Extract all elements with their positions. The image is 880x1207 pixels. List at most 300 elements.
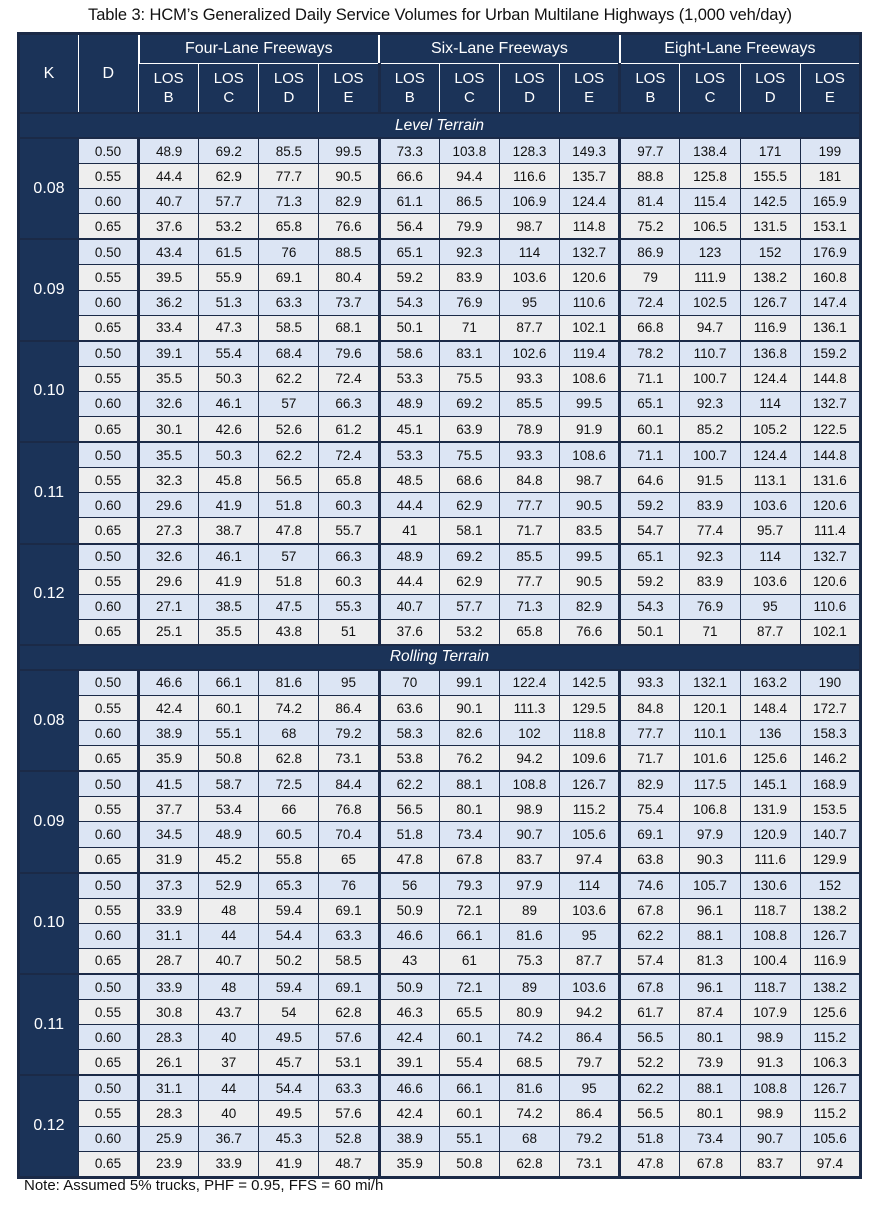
volume-cell: 48.9: [379, 544, 439, 570]
volume-cell: 147.4: [800, 290, 860, 315]
volume-cell: 45.8: [199, 468, 259, 493]
terrain-section-header: Rolling Terrain: [19, 645, 861, 670]
volume-cell: 95: [560, 923, 620, 948]
volume-cell: 27.3: [139, 518, 199, 544]
volume-cell: 46.1: [199, 391, 259, 416]
volume-cell: 55.1: [439, 1126, 499, 1151]
d-value-cell: 0.60: [79, 822, 139, 847]
volume-cell: 72.5: [259, 771, 319, 797]
volume-cell: 136.8: [740, 341, 800, 367]
los-column-header: [800, 64, 860, 114]
volume-cell: 107.9: [740, 1000, 800, 1025]
volume-cell: 115.2: [800, 1101, 860, 1126]
k-value-cell: 0.09: [19, 239, 79, 340]
volume-cell: 71: [439, 315, 499, 341]
volume-cell: 29.6: [139, 493, 199, 518]
volume-cell: 70.4: [319, 822, 379, 847]
volume-cell: 43.8: [259, 619, 319, 645]
table-row: [19, 923, 861, 948]
volume-cell: 71.1: [620, 442, 680, 468]
volume-cell: 52.6: [259, 417, 319, 443]
volume-cell: 86.4: [319, 695, 379, 720]
volume-cell: 36.7: [199, 1126, 259, 1151]
volume-cell: 55.3: [319, 594, 379, 619]
volume-cell: 48.9: [379, 391, 439, 416]
volume-cell: 59.4: [259, 974, 319, 1000]
table-row: [19, 239, 861, 265]
volume-cell: 99.5: [319, 138, 379, 164]
volume-cell: 108.6: [560, 366, 620, 391]
volume-cell: 103.6: [740, 493, 800, 518]
volume-cell: 160.8: [800, 265, 860, 290]
volume-cell: 99.5: [560, 391, 620, 416]
volume-cell: 110.6: [560, 290, 620, 315]
volume-cell: 65.8: [319, 468, 379, 493]
volume-cell: 126.7: [560, 771, 620, 797]
volume-cell: 66.3: [319, 544, 379, 570]
volume-cell: 61.7: [620, 1000, 680, 1025]
volume-cell: 57.7: [199, 189, 259, 214]
volume-cell: 83.9: [439, 265, 499, 290]
d-column-header: D: [79, 34, 139, 114]
d-value-cell: 0.50: [79, 974, 139, 1000]
volume-cell: 47.8: [620, 1151, 680, 1177]
volume-cell: 73.1: [319, 746, 379, 772]
volume-cell: 90.5: [560, 569, 620, 594]
los-letter: B: [404, 89, 415, 106]
table-row: [19, 746, 861, 772]
table-row: [19, 468, 861, 493]
volume-cell: 165.9: [800, 189, 860, 214]
volume-cell: 82.9: [620, 771, 680, 797]
d-value-cell: 0.60: [79, 1025, 139, 1050]
volume-cell: 44: [199, 1075, 259, 1101]
volume-cell: 66: [259, 797, 319, 822]
volume-cell: 33.4: [139, 315, 199, 341]
volume-cell: 51.8: [259, 569, 319, 594]
volume-cell: 66.1: [439, 1075, 499, 1101]
volume-cell: 72.4: [319, 442, 379, 468]
d-value-cell: 0.60: [79, 721, 139, 746]
volume-cell: 132.7: [560, 239, 620, 265]
volume-cell: 37.7: [139, 797, 199, 822]
volume-cell: 76: [319, 873, 379, 899]
volume-cell: 60.5: [259, 822, 319, 847]
volume-cell: 91.5: [680, 468, 740, 493]
volume-cell: 64.6: [620, 468, 680, 493]
volume-cell: 152: [740, 239, 800, 265]
table-row: [19, 822, 861, 847]
volume-cell: 51.8: [379, 822, 439, 847]
volume-cell: 40: [199, 1025, 259, 1050]
volume-cell: 62.9: [199, 164, 259, 189]
volume-cell: 93.3: [499, 366, 559, 391]
volume-cell: 74.2: [259, 695, 319, 720]
volume-cell: 47.8: [259, 518, 319, 544]
volume-cell: 43.7: [199, 1000, 259, 1025]
volume-cell: 62.9: [439, 569, 499, 594]
los-letter: B: [163, 89, 174, 106]
volume-cell: 88.1: [680, 1075, 740, 1101]
volume-cell: 102.1: [800, 619, 860, 645]
volume-cell: 31.1: [139, 1075, 199, 1101]
volume-cell: 52.2: [620, 1050, 680, 1076]
volume-cell: 80.1: [439, 797, 499, 822]
k-value-cell: 0.12: [19, 544, 79, 645]
volume-cell: 66.8: [620, 315, 680, 341]
volume-cell: 62.2: [259, 442, 319, 468]
d-value-cell: 0.50: [79, 670, 139, 696]
volume-cell: 26.1: [139, 1050, 199, 1076]
volume-cell: 138.4: [680, 138, 740, 164]
table-row: [19, 948, 861, 974]
volume-cell: 50.3: [199, 366, 259, 391]
table-row: [19, 569, 861, 594]
volume-cell: 37: [199, 1050, 259, 1076]
volume-cell: 62.2: [259, 366, 319, 391]
volume-cell: 119.4: [560, 341, 620, 367]
volume-cell: 90.5: [319, 164, 379, 189]
volume-cell: 71.7: [499, 518, 559, 544]
volume-cell: 69.2: [199, 138, 259, 164]
volume-cell: 54.7: [620, 518, 680, 544]
volume-cell: 68.1: [319, 315, 379, 341]
volume-cell: 168.9: [800, 771, 860, 797]
volume-cell: 53.2: [439, 619, 499, 645]
los-column-header: [499, 64, 559, 114]
table-row: [19, 797, 861, 822]
d-value-cell: 0.50: [79, 341, 139, 367]
los-letter: D: [764, 89, 776, 106]
los-column-header: [139, 64, 199, 114]
volume-cell: 110.1: [680, 721, 740, 746]
volume-cell: 65.5: [439, 1000, 499, 1025]
volume-cell: 81.6: [499, 923, 559, 948]
volume-cell: 105.7: [680, 873, 740, 899]
volume-cell: 68.4: [259, 341, 319, 367]
volume-cell: 50.8: [199, 746, 259, 772]
volume-cell: 54.3: [620, 594, 680, 619]
volume-cell: 71.7: [620, 746, 680, 772]
volume-cell: 37.6: [139, 214, 199, 240]
volume-cell: 69.2: [439, 391, 499, 416]
volume-cell: 33.9: [199, 1151, 259, 1177]
volume-cell: 75.4: [620, 797, 680, 822]
volume-cell: 57.7: [439, 594, 499, 619]
volume-cell: 74.2: [499, 1025, 559, 1050]
volume-cell: 73.7: [319, 290, 379, 315]
volume-cell: 59.2: [379, 265, 439, 290]
volume-cell: 31.1: [139, 923, 199, 948]
volume-cell: 95: [560, 1075, 620, 1101]
volume-cell: 80.1: [680, 1101, 740, 1126]
volume-cell: 42.4: [379, 1025, 439, 1050]
volume-cell: 72.4: [620, 290, 680, 315]
volume-cell: 49.5: [259, 1025, 319, 1050]
volume-cell: 172.7: [800, 695, 860, 720]
volume-cell: 65.1: [379, 239, 439, 265]
volume-cell: 80.1: [680, 1025, 740, 1050]
volume-cell: 57.6: [319, 1101, 379, 1126]
volume-cell: 114: [740, 544, 800, 570]
volume-cell: 38.7: [199, 518, 259, 544]
volume-cell: 94.4: [439, 164, 499, 189]
volume-cell: 75.5: [439, 442, 499, 468]
volume-cell: 72.1: [439, 974, 499, 1000]
volume-cell: 31.9: [139, 847, 199, 873]
volume-cell: 96.1: [680, 974, 740, 1000]
volume-cell: 106.9: [499, 189, 559, 214]
volume-cell: 55.4: [439, 1050, 499, 1076]
volume-cell: 103.6: [560, 898, 620, 923]
volume-cell: 83.1: [439, 341, 499, 367]
los-column-header: [740, 64, 800, 114]
volume-cell: 130.6: [740, 873, 800, 899]
volume-cell: 67.8: [680, 1151, 740, 1177]
los-label: LOS: [755, 70, 786, 87]
volume-cell: 80.9: [499, 1000, 559, 1025]
volume-cell: 88.8: [620, 164, 680, 189]
volume-cell: 94.2: [560, 1000, 620, 1025]
volume-cell: 142.5: [740, 189, 800, 214]
volume-cell: 108.8: [740, 1075, 800, 1101]
volume-cell: 48.9: [199, 822, 259, 847]
volume-cell: 69.1: [259, 265, 319, 290]
table-row: [19, 164, 861, 189]
volume-cell: 50.9: [379, 898, 439, 923]
volume-cell: 50.1: [620, 619, 680, 645]
d-value-cell: 0.55: [79, 366, 139, 391]
volume-cell: 120.6: [560, 265, 620, 290]
volume-cell: 106.3: [800, 1050, 860, 1076]
volume-cell: 40.7: [199, 948, 259, 974]
volume-cell: 28.3: [139, 1025, 199, 1050]
los-label: LOS: [454, 70, 485, 87]
volume-cell: 55.7: [319, 518, 379, 544]
volume-cell: 57.4: [620, 948, 680, 974]
volume-cell: 62.9: [439, 493, 499, 518]
los-column-header: [379, 64, 439, 114]
volume-cell: 138.2: [740, 265, 800, 290]
volume-cell: 65: [319, 847, 379, 873]
volume-cell: 43.4: [139, 239, 199, 265]
d-value-cell: 0.65: [79, 214, 139, 240]
volume-cell: 129.9: [800, 847, 860, 873]
table-row: [19, 1025, 861, 1050]
volume-cell: 53.2: [199, 214, 259, 240]
volume-cell: 66.1: [439, 923, 499, 948]
volume-cell: 48.7: [319, 1151, 379, 1177]
los-column-header: [319, 64, 379, 114]
los-label: LOS: [273, 70, 304, 87]
volume-cell: 51.3: [199, 290, 259, 315]
volume-cell: 113.1: [740, 468, 800, 493]
table-row: [19, 1151, 861, 1177]
volume-cell: 60.1: [439, 1025, 499, 1050]
volume-cell: 85.2: [680, 417, 740, 443]
table-row: [19, 341, 861, 367]
table-row: [19, 721, 861, 746]
los-label: LOS: [213, 70, 244, 87]
volume-cell: 87.7: [740, 619, 800, 645]
volume-cell: 62.8: [319, 1000, 379, 1025]
volume-cell: 50.8: [439, 1151, 499, 1177]
volume-cell: 95: [319, 670, 379, 696]
table-row: [19, 290, 861, 315]
volume-cell: 163.2: [740, 670, 800, 696]
volume-cell: 48: [199, 898, 259, 923]
volume-cell: 41.9: [199, 569, 259, 594]
volume-cell: 53.3: [379, 442, 439, 468]
volume-cell: 128.3: [499, 138, 559, 164]
volume-cell: 69.1: [319, 974, 379, 1000]
volume-cell: 131.9: [740, 797, 800, 822]
volume-cell: 122.4: [499, 670, 559, 696]
table-row: [19, 1075, 861, 1101]
los-label: LOS: [333, 70, 364, 87]
table-row: [19, 873, 861, 899]
d-value-cell: 0.65: [79, 518, 139, 544]
d-value-cell: 0.50: [79, 1075, 139, 1101]
volume-cell: 102.5: [680, 290, 740, 315]
volume-cell: 53.1: [319, 1050, 379, 1076]
los-letter: D: [524, 89, 535, 106]
volume-cell: 91.3: [740, 1050, 800, 1076]
volume-cell: 181: [800, 164, 860, 189]
volume-cell: 82.6: [439, 721, 499, 746]
volume-cell: 136.1: [800, 315, 860, 341]
k-value-cell: 0.10: [19, 873, 79, 974]
d-value-cell: 0.50: [79, 544, 139, 570]
volume-cell: 153.1: [800, 214, 860, 240]
volume-cell: 158.3: [800, 721, 860, 746]
volume-cell: 73.3: [379, 138, 439, 164]
d-value-cell: 0.55: [79, 695, 139, 720]
d-value-cell: 0.55: [79, 797, 139, 822]
d-value-cell: 0.65: [79, 948, 139, 974]
d-value-cell: 0.65: [79, 417, 139, 443]
volume-cell: 77.4: [680, 518, 740, 544]
volume-cell: 83.5: [560, 518, 620, 544]
volume-cell: 23.9: [139, 1151, 199, 1177]
volume-cell: 62.2: [620, 923, 680, 948]
volume-cell: 70: [379, 670, 439, 696]
volume-cell: 55.8: [259, 847, 319, 873]
table-row: [19, 366, 861, 391]
volume-cell: 131.6: [800, 468, 860, 493]
volume-cell: 77.7: [620, 721, 680, 746]
volume-cell: 63.3: [319, 1075, 379, 1101]
volume-cell: 95: [740, 594, 800, 619]
d-value-cell: 0.65: [79, 847, 139, 873]
d-value-cell: 0.65: [79, 315, 139, 341]
volume-cell: 73.9: [680, 1050, 740, 1076]
table-row: [19, 1126, 861, 1151]
d-value-cell: 0.60: [79, 290, 139, 315]
volume-cell: 98.9: [740, 1101, 800, 1126]
volume-cell: 39.1: [379, 1050, 439, 1076]
volume-cell: 90.1: [439, 695, 499, 720]
volume-cell: 37.3: [139, 873, 199, 899]
volume-cell: 92.3: [439, 239, 499, 265]
volume-cell: 46.6: [139, 670, 199, 696]
table-row: [19, 493, 861, 518]
table-row: [19, 544, 861, 570]
volume-cell: 55.1: [199, 721, 259, 746]
volume-cell: 60.3: [319, 493, 379, 518]
volume-cell: 77.7: [499, 493, 559, 518]
volume-cell: 40: [199, 1101, 259, 1126]
volume-cell: 65.1: [620, 391, 680, 416]
volume-cell: 37.6: [379, 619, 439, 645]
volume-cell: 90.3: [680, 847, 740, 873]
volume-cell: 36.2: [139, 290, 199, 315]
volume-cell: 67.8: [620, 898, 680, 923]
volume-cell: 110.7: [680, 341, 740, 367]
volume-cell: 69.1: [620, 822, 680, 847]
volume-cell: 116.9: [740, 315, 800, 341]
volume-cell: 71.1: [620, 366, 680, 391]
volume-cell: 90.7: [740, 1126, 800, 1151]
volume-cell: 74.6: [620, 873, 680, 899]
volume-cell: 62.2: [379, 771, 439, 797]
d-value-cell: 0.55: [79, 1000, 139, 1025]
d-value-cell: 0.60: [79, 493, 139, 518]
table-row: [19, 771, 861, 797]
table-row: [19, 594, 861, 619]
volume-cell: 56.5: [620, 1101, 680, 1126]
volume-cell: 87.7: [499, 315, 559, 341]
volume-cell: 145.1: [740, 771, 800, 797]
los-label: LOS: [694, 70, 725, 87]
volume-cell: 155.5: [740, 164, 800, 189]
volume-cell: 148.4: [740, 695, 800, 720]
volume-cell: 76.6: [319, 214, 379, 240]
volume-cell: 38.9: [379, 1126, 439, 1151]
volume-cell: 33.9: [139, 898, 199, 923]
volume-cell: 25.1: [139, 619, 199, 645]
volume-cell: 50.1: [379, 315, 439, 341]
volume-cell: 55.4: [199, 341, 259, 367]
volume-cell: 41: [379, 518, 439, 544]
volume-cell: 125.6: [740, 746, 800, 772]
volume-cell: 88.1: [680, 923, 740, 948]
volume-cell: 47.8: [379, 847, 439, 873]
volume-cell: 71.3: [499, 594, 559, 619]
volume-cell: 99.1: [439, 670, 499, 696]
volume-cell: 125.8: [680, 164, 740, 189]
volume-cell: 58.5: [319, 948, 379, 974]
volume-cell: 89: [499, 898, 559, 923]
volume-cell: 46.6: [379, 923, 439, 948]
volume-cell: 111.6: [740, 847, 800, 873]
volume-cell: 108.8: [740, 923, 800, 948]
los-label: LOS: [394, 70, 425, 87]
volume-cell: 94.2: [499, 746, 559, 772]
volume-cell: 126.7: [800, 923, 860, 948]
volume-cell: 176.9: [800, 239, 860, 265]
volume-cell: 114: [560, 873, 620, 899]
volume-cell: 91.9: [560, 417, 620, 443]
volume-cell: 132.7: [800, 544, 860, 570]
volume-cell: 65.1: [620, 544, 680, 570]
table-note: Note: Assumed 5% trucks, PHF = 0.95, FFS = 60 mi/h: [24, 1177, 384, 1194]
volume-cell: 51: [319, 619, 379, 645]
volume-cell: 38.5: [199, 594, 259, 619]
volume-cell: 63.6: [379, 695, 439, 720]
volume-cell: 109.6: [560, 746, 620, 772]
los-letter: C: [223, 89, 235, 106]
